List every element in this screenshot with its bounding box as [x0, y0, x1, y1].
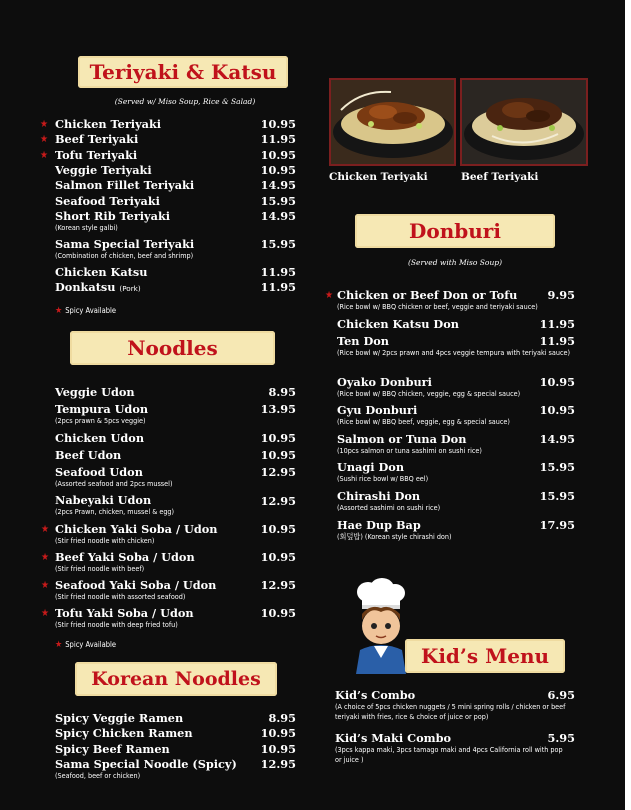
menu-item	[337, 335, 575, 358]
item-price: 11.95	[260, 265, 296, 279]
item-price: 10.95	[260, 742, 296, 756]
item-description: (Stir fried noodle with deep fried tofu)	[55, 620, 178, 629]
item-description: (Sushi rice bowl w/ BBQ eel)	[337, 474, 429, 483]
item-name: Kid’s Maki Combo	[335, 731, 452, 745]
photo-caption-beef-teriyaki: Beef Teriyaki	[461, 171, 539, 183]
teriyaki-subtitle: (Served w/ Miso Soup, Rice & Salad)	[114, 97, 256, 106]
item-price: 15.95	[539, 489, 575, 503]
item-description: (Seafood, beef or chicken)	[55, 771, 141, 780]
item-price: 11.95	[260, 280, 296, 294]
menu-item	[55, 266, 296, 279]
item-name: Beef Yaki Soba / Udon	[55, 550, 195, 564]
item-price: 6.95	[547, 688, 575, 702]
menu-item	[41, 550, 296, 574]
item-description: (Stir fried noodle with beef)	[55, 564, 145, 573]
item-name: Spicy Veggie Ramen	[55, 711, 184, 725]
item-description: (10pcs salmon or tuna sashimi on sushi rice)	[337, 446, 482, 455]
item-description: (Rice bowl w/ BBQ chicken or beef, veggie and teriyaki sauce)	[337, 302, 538, 311]
item-price: 12.95	[260, 578, 296, 592]
item-price: 12.95	[260, 465, 296, 479]
item-description: (2pcs prawn & 5pcs veggie)	[55, 416, 146, 425]
menu-item	[40, 132, 296, 146]
chicken-teriyaki-photo	[329, 78, 456, 166]
item-price: 14.95	[260, 178, 296, 192]
item-name: Chicken or Beef Don or Tofu	[337, 288, 518, 302]
spicy-star-icon: ★	[41, 608, 50, 619]
chicken-teriyaki-image	[331, 80, 454, 164]
item-price: 8.95	[268, 385, 296, 399]
spicy-star-icon: ★	[55, 640, 63, 650]
photo-caption-chicken-teriyaki: Chicken Teriyaki	[329, 171, 428, 183]
spicy-star-icon: ★	[41, 580, 50, 591]
item-name: Chicken Udon	[55, 431, 145, 445]
spicy-star-icon: ★	[40, 150, 49, 161]
item-price: 10.95	[260, 117, 296, 131]
menu-item	[55, 727, 296, 740]
teriyaki-title: Teriyaki & Katsu	[89, 60, 277, 84]
item-description: (Rice bowl w/ BBQ chicken, veggie, egg & special sauce)	[337, 389, 521, 398]
item-price: 15.95	[260, 194, 296, 208]
menu-item	[55, 164, 296, 177]
item-name: Chicken Teriyaki	[55, 117, 162, 131]
menu-item	[41, 578, 296, 602]
item-price: 10.95	[260, 606, 296, 620]
item-price: 11.95	[260, 132, 296, 146]
menu-item	[337, 433, 575, 456]
item-description: (회덮밥) (Korean style chirashi don)	[337, 532, 452, 541]
item-price: 10.95	[260, 163, 296, 177]
item-name: Seafood Teriyaki	[55, 194, 160, 208]
item-description: (Rice bowl w/ 2pcs prawn and 4pcs veggie tempura with teriyaki sauce)	[337, 348, 571, 357]
menu-item	[55, 195, 296, 208]
item-description: (Assorted sashimi on sushi rice)	[337, 503, 441, 512]
item-name: Chicken Katsu Don	[337, 317, 459, 331]
kids-menu-title: Kid’s Menu	[420, 644, 550, 668]
item-name: Seafood Yaki Soba / Udon	[55, 578, 217, 592]
item-description: (3pcs kappa maki, 3pcs tamago maki and 4pcs California roll with pop or juice )	[335, 745, 563, 764]
item-price: 12.95	[260, 494, 296, 508]
menu-item	[55, 743, 296, 756]
item-price: 10.95	[260, 726, 296, 740]
menu-item	[55, 238, 296, 261]
menu-item	[41, 522, 296, 546]
item-name: Nabeyaki Udon	[55, 493, 152, 507]
item-name: Hae Dup Bap	[337, 518, 421, 532]
menu-item	[55, 281, 296, 294]
item-name: Short Rib Teriyaki	[55, 209, 171, 223]
spicy-note-text: Spicy Available	[65, 640, 117, 649]
menu-item	[55, 179, 296, 192]
item-price: 10.95	[539, 375, 575, 389]
menu-item	[40, 117, 296, 131]
item-name: Tofu Teriyaki	[55, 148, 138, 162]
menu-item	[335, 732, 575, 765]
menu-item	[55, 210, 296, 233]
chef-mascot-illustration	[350, 578, 410, 674]
item-price: 8.95	[268, 711, 296, 725]
item-name: Spicy Beef Ramen	[55, 742, 170, 756]
menu-item	[337, 376, 575, 399]
chef-mascot-icon	[350, 578, 410, 674]
item-name: Sama Special Teriyaki	[55, 237, 195, 251]
item-price: 15.95	[260, 237, 296, 251]
item-name: Tofu Yaki Soba / Udon	[55, 606, 194, 620]
spicy-star-icon: ★	[41, 552, 50, 563]
item-name: Veggie Teriyaki	[55, 163, 152, 177]
spicy-star-icon: ★	[325, 290, 334, 301]
menu-item	[337, 404, 575, 427]
menu-item	[55, 449, 296, 462]
noodles-title: Noodles	[127, 336, 218, 360]
kids-menu-banner	[405, 639, 565, 673]
menu-item	[337, 490, 575, 513]
item-price: 15.95	[539, 460, 575, 474]
item-description: (Korean style galbi)	[55, 223, 118, 232]
donburi-banner	[355, 214, 555, 248]
spicy-star-icon: ★	[41, 524, 50, 535]
spicy-note	[55, 639, 116, 652]
donburi-subtitle: (Served with Miso Soup)	[407, 258, 503, 267]
item-name: Salmon or Tuna Don	[337, 432, 467, 446]
item-description: (Assorted seafood and 2pcs mussel)	[55, 479, 173, 488]
menu-item	[55, 712, 296, 725]
menu-item	[55, 403, 296, 426]
item-description: (2pcs Prawn, chicken, mussel & egg)	[55, 507, 175, 516]
item-name: Ten Don	[337, 334, 389, 348]
item-name: Chirashi Don	[337, 489, 421, 503]
item-price: 5.95	[547, 731, 575, 745]
korean-noodles-title: Korean Noodles	[91, 668, 261, 690]
spicy-star-icon: ★	[55, 306, 63, 316]
item-description: (Stir fried noodle with assorted seafood)	[55, 592, 186, 601]
item-name: Oyako Donburi	[337, 375, 432, 389]
korean-noodles-banner	[75, 662, 277, 696]
beef-teriyaki-photo	[460, 78, 588, 166]
item-name: Seafood Udon	[55, 465, 143, 479]
menu-item	[41, 606, 296, 630]
item-name: Donkatsu	[55, 280, 116, 294]
menu-item	[40, 148, 296, 162]
item-price: 10.95	[260, 448, 296, 462]
item-name: Spicy Chicken Ramen	[55, 726, 193, 740]
item-description: (Combination of chicken, beef and shrimp)	[55, 251, 194, 260]
item-description: (A choice of 5pcs chicken nuggets / 5 mini spring rolls / chicken or beef teriyaki with fries, rice & choice of juice or pop)	[335, 702, 566, 721]
menu-item	[337, 318, 575, 331]
item-price: 10.95	[260, 550, 296, 564]
item-price: 10.95	[260, 522, 296, 536]
item-name-note: (Pork)	[119, 284, 141, 293]
item-price: 10.95	[260, 431, 296, 445]
menu-item	[55, 432, 296, 445]
item-price: 13.95	[260, 402, 296, 416]
spicy-note	[55, 305, 116, 318]
donburi-title: Donburi	[409, 219, 501, 243]
item-name: Beef Udon	[55, 448, 122, 462]
spicy-star-icon: ★	[40, 134, 49, 145]
item-name: Beef Teriyaki	[55, 132, 139, 146]
item-name: Unagi Don	[337, 460, 405, 474]
item-description: (Stir fried noodle with chicken)	[55, 536, 155, 545]
item-price: 11.95	[539, 334, 575, 348]
noodles-banner	[70, 331, 275, 365]
item-price: 10.95	[539, 403, 575, 417]
beef-teriyaki-image	[462, 80, 586, 164]
menu-item	[335, 689, 575, 722]
item-name: Chicken Katsu	[55, 265, 148, 279]
item-price: 10.95	[260, 148, 296, 162]
spicy-note-text: Spicy Available	[65, 306, 117, 315]
item-name: Kid’s Combo	[335, 688, 416, 702]
item-name: Salmon Fillet Teriyaki	[55, 178, 195, 192]
teriyaki-banner	[78, 56, 288, 88]
item-name: Veggie Udon	[55, 385, 135, 399]
menu-item	[55, 466, 296, 489]
item-price: 14.95	[260, 209, 296, 223]
item-name: Gyu Donburi	[337, 403, 418, 417]
item-price: 9.95	[547, 288, 575, 302]
item-price: 17.95	[539, 518, 575, 532]
item-description: (Rice bowl w/ BBQ beef, veggie, egg & special sauce)	[337, 417, 510, 426]
menu-item	[337, 461, 575, 484]
menu-item	[55, 386, 296, 399]
item-price: 11.95	[539, 317, 575, 331]
menu-item	[55, 494, 296, 517]
menu-item	[325, 288, 575, 312]
spicy-star-icon: ★	[40, 119, 49, 130]
item-name: Sama Special Noodle (Spicy)	[55, 757, 237, 771]
menu-item	[55, 758, 296, 781]
item-name: Chicken Yaki Soba / Udon	[55, 522, 218, 536]
menu-item	[337, 519, 575, 542]
item-name: Tempura Udon	[55, 402, 149, 416]
item-price: 14.95	[539, 432, 575, 446]
item-price: 12.95	[260, 757, 296, 771]
